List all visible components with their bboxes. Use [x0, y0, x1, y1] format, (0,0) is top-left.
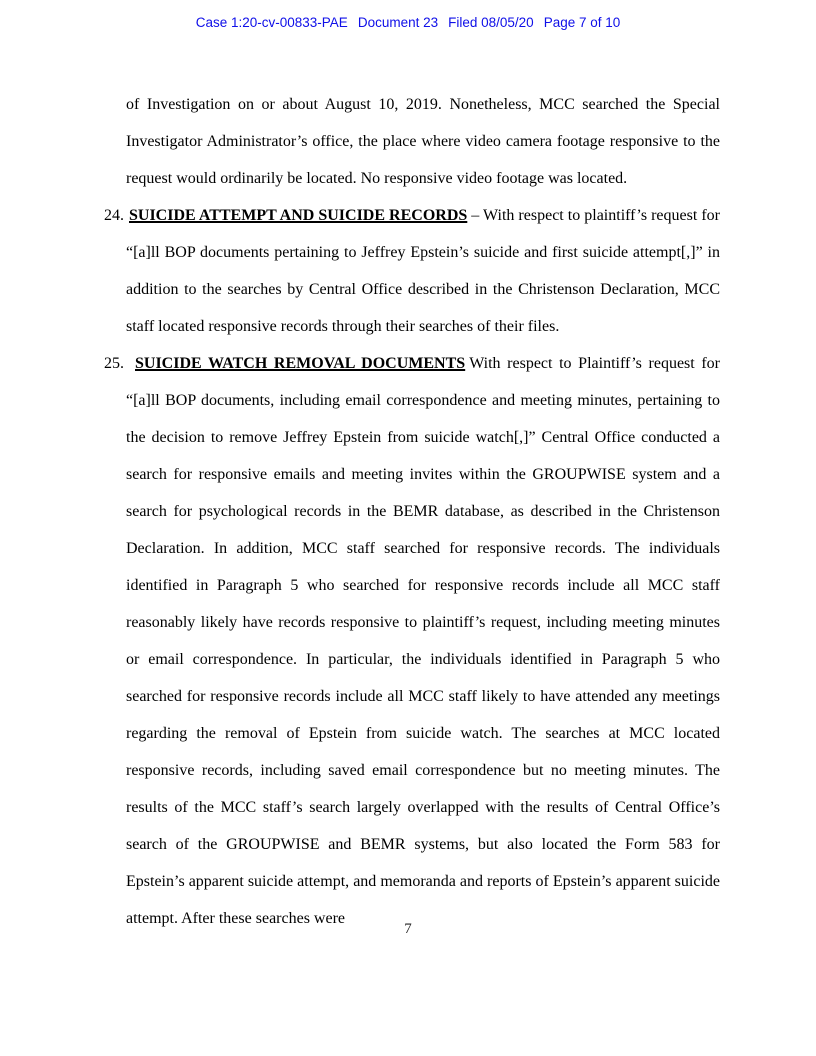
paragraph-heading: SUICIDE ATTEMPT AND SUICIDE RECORDS — [129, 207, 468, 224]
document-number: Document 23 — [357, 15, 439, 30]
paragraph-heading: SUICIDE WATCH REMOVAL DOCUMENTS — [135, 355, 466, 372]
paragraph-25 — [104, 345, 721, 937]
case-stamp — [0, 15, 816, 30]
document-body — [104, 86, 721, 937]
paragraph-text: of Investigation on or about August 10, 2019. Nonetheless, MCC searched the Special Investigator Administrator’s office, the place where video camera footage responsive to the request would ordinarily be located. No responsive video footage was located. — [126, 96, 720, 187]
paragraph-text: With respect to Plaintiff’s request for “[a]ll BOP documents, including email correspondence and meeting minutes, pertaining to the decision to remove Jeffrey Epstein from suicide watch[,]” Central Office conducted a search for responsive emails and meeting invites within the GROUPWISE system and a search for psychological records in the BEMR database, as described in the Christenson Declaration. In addition, MCC staff searched for responsive records. The individuals identified in Paragraph 5 who searched for responsive records include all MCC staff reasonably likely have records responsive to plaintiff’s request, including meeting minutes or email correspondence. In particular, the individuals identified in Paragraph 5 who searched for responsive records include all MCC staff likely to have attended any meetings regarding the removal of Epstein from suicide watch. The searches at MCC located responsive records, including saved email correspondence but no meeting minutes. The results of the MCC staff’s search largely overlapped with the results of Central Office’s search of the GROUPWISE and BEMR systems, but also located the Form 583 for Epstein’s apparent suicide attempt, and memoranda and reports of Epstein’s apparent suicide attempt. After these searches were — [126, 355, 721, 927]
paragraph-23-continuation — [126, 86, 720, 197]
filed-date: Filed 08/05/20 — [448, 15, 534, 30]
page-indicator: Page 7 of 10 — [543, 15, 621, 30]
paragraph-number: 24. — [104, 207, 124, 224]
page-number: 7 — [404, 921, 412, 937]
paragraph-number: 25. — [104, 355, 124, 372]
paragraph-text: – With respect to plaintiff’s request for “[a]ll BOP documents pertaining to Jeffrey Epstein’s suicide and first suicide attempt[,]” in addition to the searches by Central Office described in the Christenson Declaration, MCC staff located responsive records through their searches of their files. — [126, 207, 720, 335]
case-number: Case 1:20-cv-00833-PAE — [195, 15, 348, 30]
paragraph-24 — [104, 197, 720, 345]
